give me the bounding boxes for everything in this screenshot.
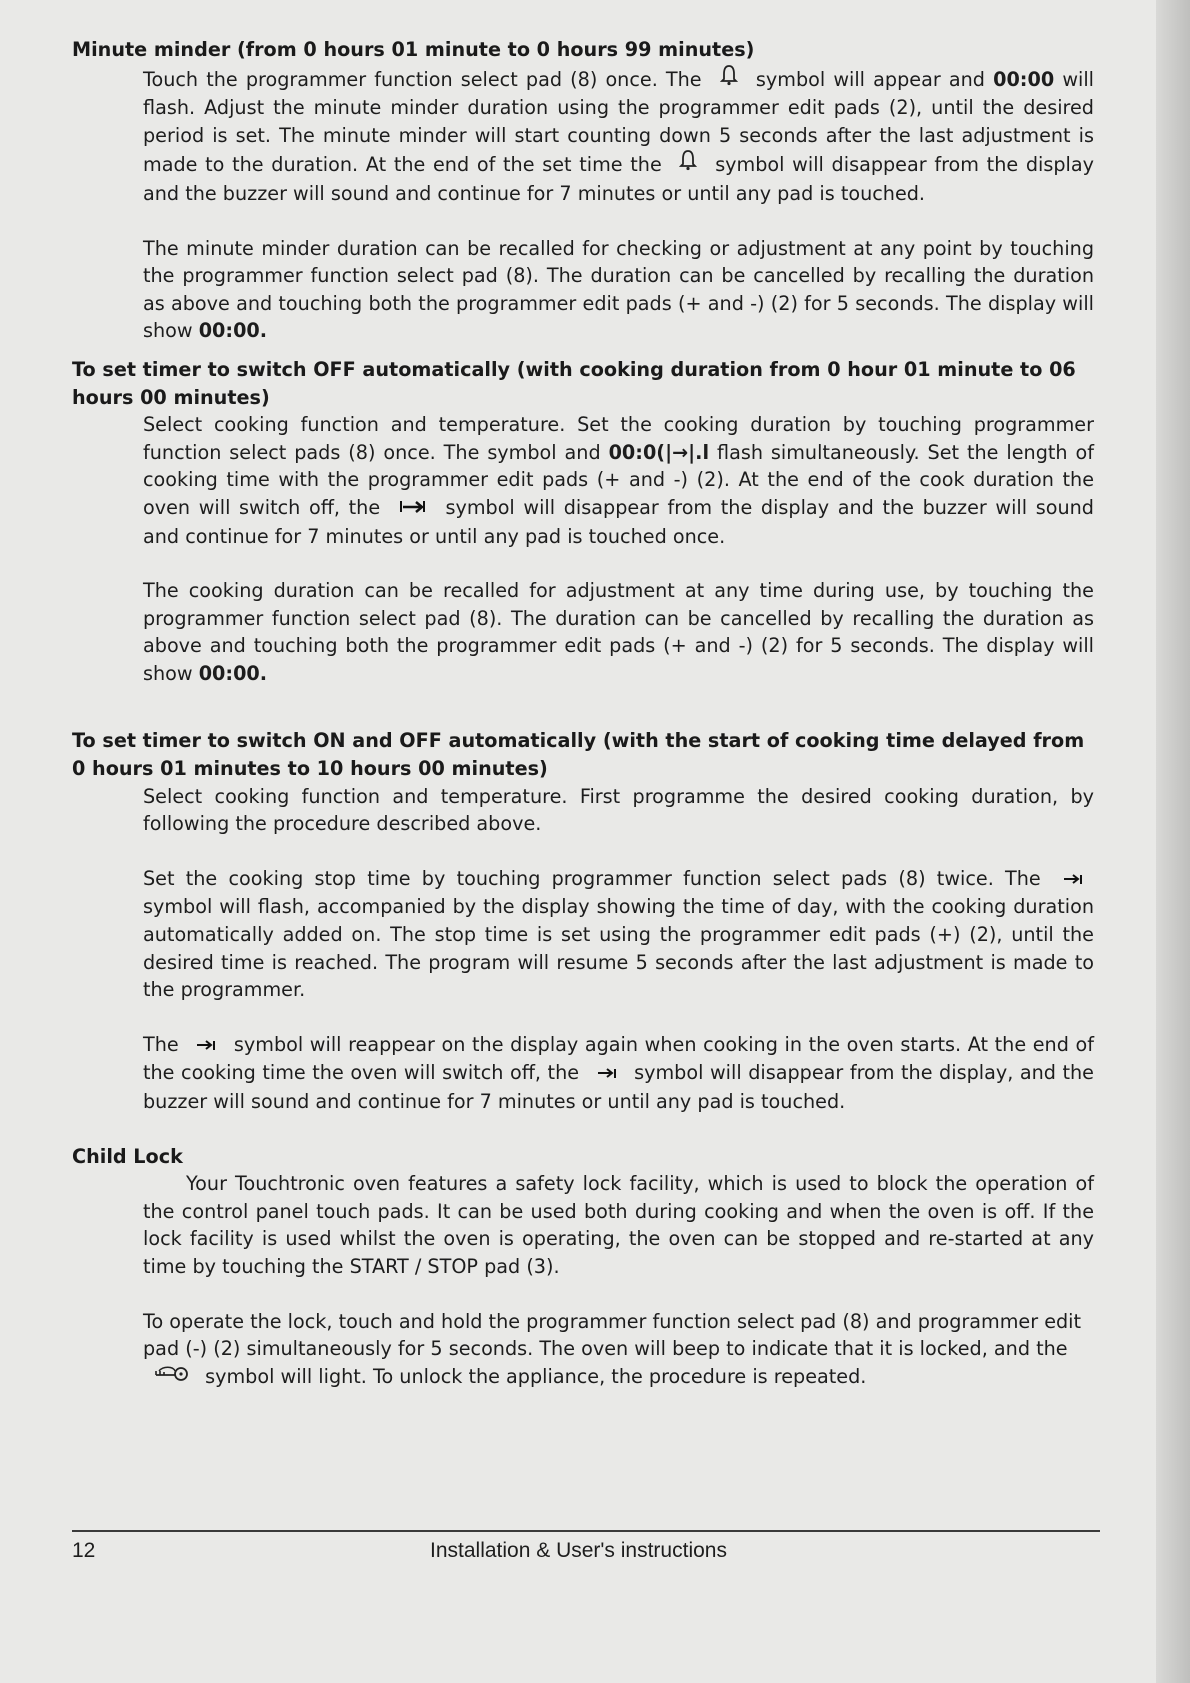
paragraph: [143, 1170, 1094, 1280]
paragraph: Select cooking function and temperature. First programme the desired cooking duration, by following the procedure described above.: [143, 784, 1094, 836]
text-run: symbol will reappear on the display again when cooking in the oven starts. At the end of the cooking time the oven will switch off, the: [143, 1032, 1094, 1085]
bell-icon: [669, 149, 707, 180]
paragraph: [143, 235, 1094, 345]
text-run: The minute minder duration can be recalled for checking or adjustment at any point by touching the programmer function select pad (8). The duration can be cancelled by recalling the duration as above and touching both the programmer edit pads (+ and -) (2) for 5 seconds. The display will show: [143, 236, 1094, 343]
display-value: 00:00: [993, 67, 1055, 91]
section-heading-child-lock: Child Lock: [72, 1144, 183, 1168]
paragraph: [143, 1308, 1094, 1392]
text-run: symbol will light. To unlock the appliance, the procedure is repeated.: [205, 1364, 867, 1388]
text-run: symbol and: [487, 440, 601, 464]
text-run: symbol will disappear from the display and the buzzer will sound and continue for 7 minutes or until any pad is touched.: [143, 153, 1094, 205]
display-value: 00:00.: [198, 319, 268, 343]
text-run: Touch the programmer function select pad (8) once. The: [143, 67, 702, 91]
section-heading-switch-off: To set timer to switch OFF automatically (with cooking duration from 0 hour 01 minute to 06 hours 00 minutes): [72, 357, 1076, 409]
key-icon: [143, 1363, 199, 1392]
footer-divider: [72, 1530, 1100, 1532]
text-run: symbol will flash, accompanied by the display showing the time of day, with the cooking duration automatically added on. The stop time is set using the programmer edit pads (+) (2), until the desired time is reached. The program will resume 5 seconds after the last adjustment is made to the programmer.: [143, 895, 1094, 1002]
page-number: 12: [72, 1539, 96, 1562]
text-run: Set the cooking stop time by touching programmer function select pads (8) twice. The: [143, 866, 1041, 890]
end-time-arrow-icon: [586, 1060, 628, 1088]
end-time-arrow-icon: [1052, 866, 1094, 894]
section-heading-minute-minder: Minute minder (from 0 hours 01 minute to 0 hours 99 minutes): [72, 38, 755, 61]
text-run: symbol will disappear from the display and the buzzer will sound and continue for 7 minutes or until any pad is touched once.: [143, 495, 1094, 548]
text-run: will flash. Adjust the minute minder duration using the programmer edit pads (2), until the desired period is set. The minute minder will start counting down 5 seconds after the last adjustment is made to the duration. At the end of the set time the: [143, 67, 1094, 177]
end-time-arrow-icon: [185, 1032, 227, 1060]
footer-title: Installation & User's instructions: [430, 1539, 727, 1562]
text-run: Your Touchtronic oven features a safety lock facility, which is used to block the operation of the control panel touch pads. It can be used both during cooking and when the oven is off. If the lock facility is used whilst the oven is operating, the oven can be stopped and re-started at any time by touching the START / STOP pad (3).: [143, 1172, 1094, 1278]
document-body: [72, 36, 1094, 1391]
section-heading-switch-on-off: To set timer to switch ON and OFF automatically (with the start of cooking time delayed from 0 hours 01 minutes to 10 hours 00 minutes): [72, 729, 1085, 781]
text-run: flash simultaneously. Set the length of cooking time with the programmer edit pads (+ and -) (2). At the end of the cook duration the oven will switch off, the: [143, 440, 1094, 519]
text-run: symbol will appear and: [755, 67, 985, 91]
paragraph: [143, 64, 1094, 208]
display-value: 00:00.: [198, 661, 268, 685]
paragraph: [143, 865, 1094, 1004]
page-edge-shadow: [1156, 0, 1190, 1683]
text-run: To operate the lock, touch and hold the programmer function select pad (8) and programmer edit pad (-) (2) simultaneously for 5 seconds. The oven will beep to indicate that it is locked, and the: [143, 1309, 1082, 1361]
paragraph: [143, 411, 1094, 550]
paragraph: [143, 1031, 1094, 1116]
text-run: Select cooking function and temperature. Set the cooking duration by touching programmer function select pads (8) once. The: [143, 413, 1094, 464]
display-value: 00:0(|→|.l: [608, 440, 710, 464]
end-time-arrow-icon: [389, 495, 437, 523]
bell-icon: [710, 64, 748, 95]
text-run: The cooking duration can be recalled for adjustment at any time during use, by touching the programmer function select pad (8). The duration can be cancelled by recalling the duration as above and touching both the programmer edit pads (+ and -) (2) for 5 seconds. The display will show: [143, 579, 1094, 685]
text-run: symbol will disappear from the display, and the buzzer will sound and continue for 7 minutes or until any pad is touched.: [143, 1061, 1094, 1113]
text-run: The: [143, 1032, 179, 1056]
paragraph: [143, 577, 1094, 687]
